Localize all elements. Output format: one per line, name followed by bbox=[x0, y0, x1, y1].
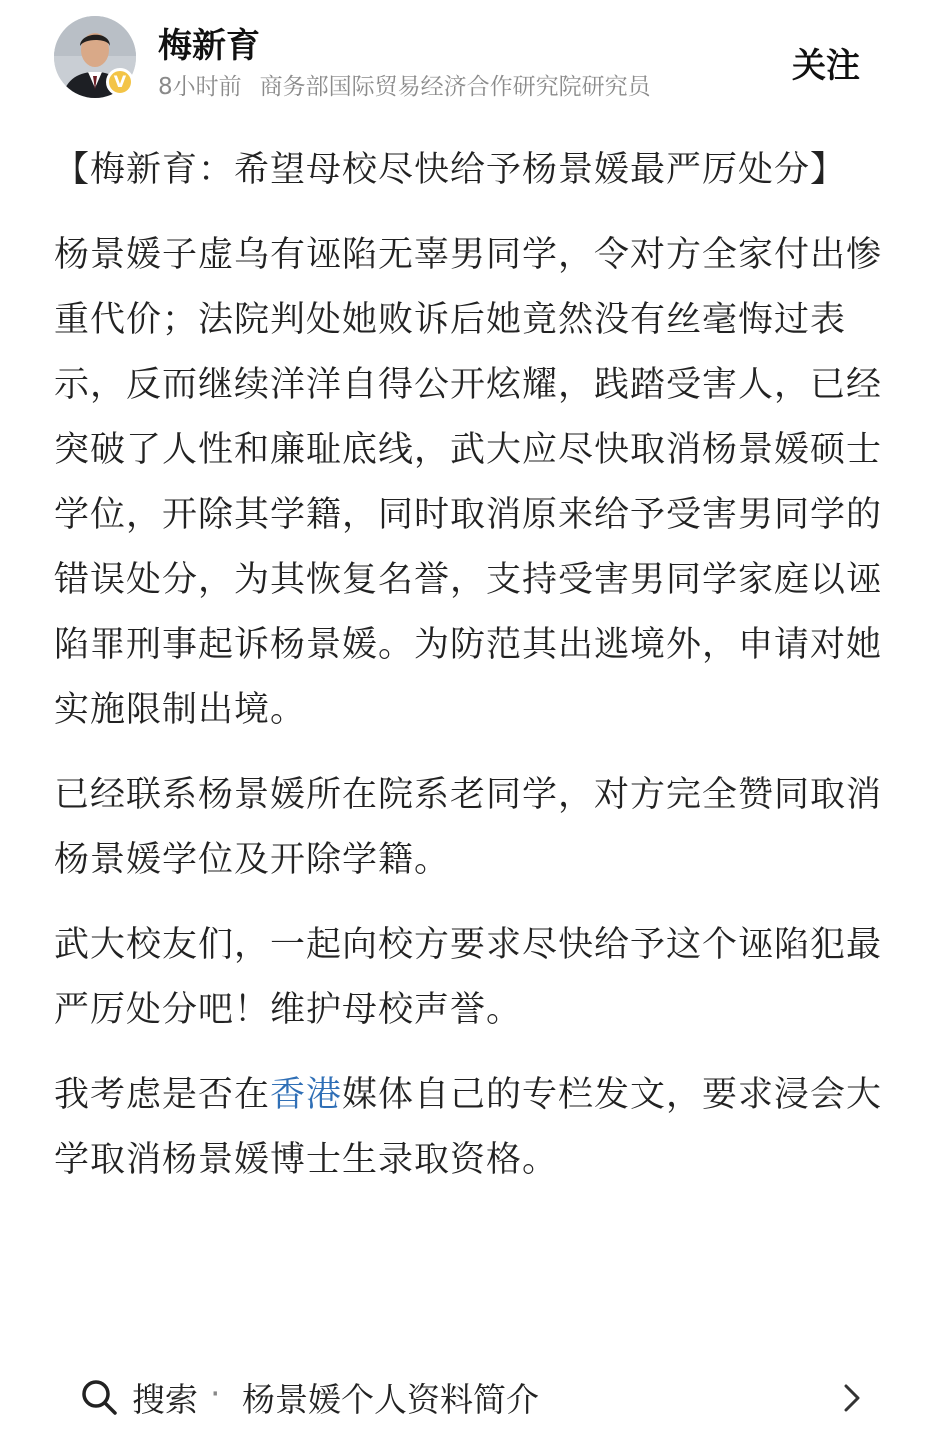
paragraph-text: 我考虑是否在 bbox=[54, 1075, 271, 1115]
post-paragraph: 已经联系杨景媛所在院系老同学，对方完全赞同取消杨景媛学位及开除学籍。 bbox=[54, 775, 883, 880]
search-separator: · bbox=[210, 1374, 221, 1413]
search-icon bbox=[80, 1378, 118, 1416]
follow-button[interactable]: 关注 bbox=[792, 46, 860, 86]
related-search-bar[interactable] bbox=[0, 1362, 944, 1434]
search-query: 杨景媛个人资料简介 bbox=[242, 1380, 539, 1419]
post-paragraph-last bbox=[54, 1063, 892, 1193]
post-content bbox=[54, 138, 892, 1213]
search-label: 搜索 bbox=[132, 1380, 198, 1419]
verified-badge-icon: V bbox=[106, 68, 134, 96]
post-meta bbox=[158, 68, 651, 101]
post-title: 【梅新育：希望母校尽快给予杨景媛最严厉处分】 bbox=[54, 150, 847, 190]
hong-kong-link[interactable]: 香港 bbox=[270, 1075, 343, 1115]
post-time: 8小时前 bbox=[158, 74, 242, 100]
post-paragraph: 杨景媛子虚乌有诬陷无辜男同学，令对方全家付出惨重代价；法院判处她败诉后她竟然没有丝毫悔过表示，反而继续洋洋自得公开炫耀，践踏受害人，已经突破了人性和廉耻底线，武大应尽快取消杨景媛硕士学位，开除其学籍，同时取消原来给予受害男同学的错误处分，为其恢复名誉，支持受害男同学家庭以诬陷罪刑事起诉杨景媛。为防范其出逃境外，申请对她实施限制出境。 bbox=[54, 235, 883, 730]
author-name[interactable]: 梅新育 bbox=[158, 26, 260, 66]
post-paragraph: 武大校友们，一起向校方要求尽快给予这个诬陷犯最严厉处分吧！维护母校声誉。 bbox=[54, 925, 883, 1030]
paragraph-text: 媒体自己的专栏发文，要求浸会大学取消杨景媛博士生录取资格。 bbox=[54, 1075, 883, 1180]
author-title: 商务部国际贸易经济合作研究院研究员 bbox=[259, 74, 651, 100]
chevron-right-icon bbox=[840, 1382, 864, 1414]
post-header bbox=[0, 0, 944, 120]
